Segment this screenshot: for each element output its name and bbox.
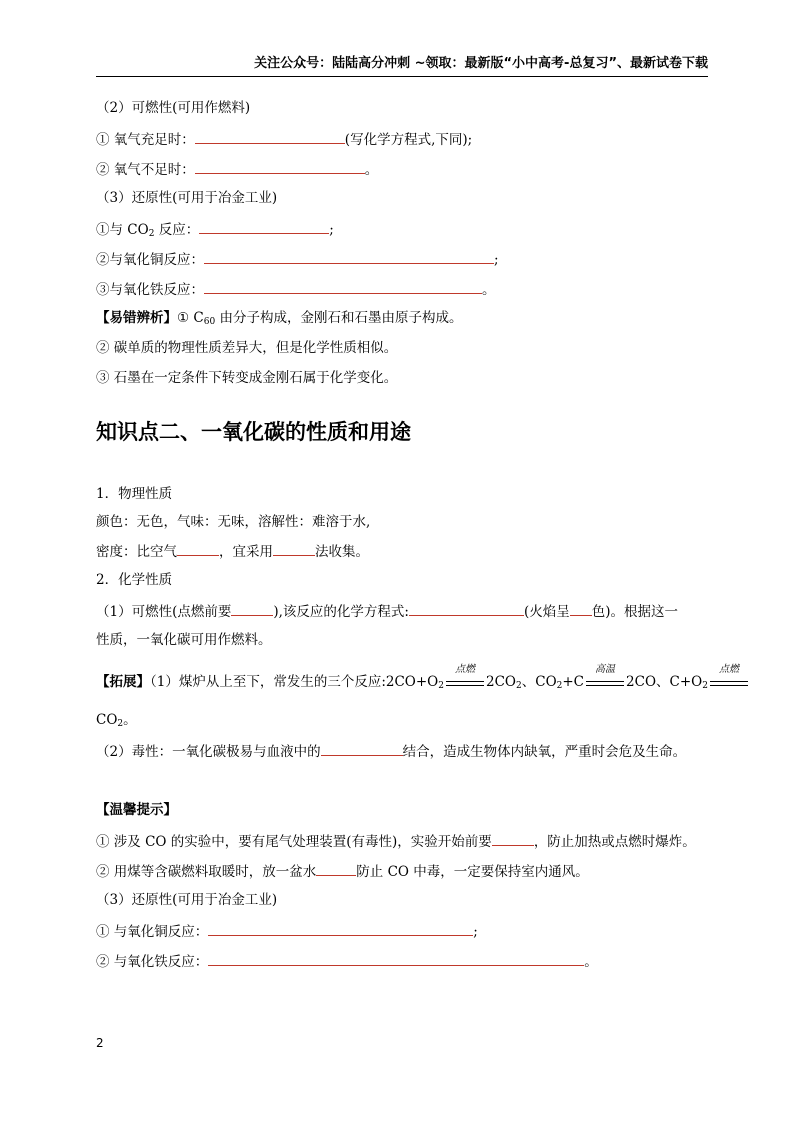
semicolon: ;	[494, 252, 499, 268]
equals-sign	[710, 681, 748, 686]
reducibility-heading-2: （3）还原性(可用于冶金工业)	[96, 892, 278, 908]
flammable-continuation: 性质，一氧化碳可用作燃料。	[96, 632, 272, 648]
equals-sign	[446, 681, 484, 686]
co2-reaction-blank[interactable]	[199, 218, 329, 234]
period: 。	[123, 712, 137, 728]
density-blank[interactable]	[177, 540, 219, 556]
chemical-heading: 2．化学性质	[96, 572, 173, 588]
tip-1-suffix: ，防止加热或点燃时爆炸。	[533, 834, 696, 850]
reaction-condition-arrow	[584, 664, 626, 692]
oxygen-insufficient-label: ② 氧气不足时：	[96, 162, 195, 178]
subscript: 2	[117, 719, 124, 729]
co-cuo-reaction-line	[96, 920, 716, 942]
flame-color-blank[interactable]	[570, 600, 592, 616]
reactant: 、CO	[521, 674, 557, 690]
flammable-line	[96, 600, 716, 622]
flammable-label: （1）可燃性(点燃前要	[96, 604, 232, 620]
co2-reaction-line	[96, 218, 716, 244]
reducibility-heading: （3）还原性(可用于冶金工业)	[96, 190, 278, 206]
period: 。	[584, 954, 598, 970]
page-number: 2	[96, 1036, 104, 1050]
oxygen-sufficient-line	[96, 128, 716, 150]
tips-heading	[96, 800, 716, 820]
condition-high-temp: 高温	[595, 664, 616, 675]
collection-label: ，宜采用	[219, 544, 273, 560]
period: 。	[364, 162, 379, 178]
tips-tag: 【温馨提示】	[96, 802, 177, 818]
toxicity-label: （2）毒性：一氧化碳极易与血液中的	[96, 744, 321, 760]
tip-2-text: ② 用煤等含碳燃料取暖时，放一盆水	[96, 864, 317, 880]
tip-2-line	[96, 860, 716, 882]
tip-1-line	[96, 830, 716, 852]
tip-1-text: ① 涉及 CO 的实验中，要有尾气处理装置(有毒性)，实验开始前要	[96, 834, 492, 850]
pitfall-tag: 【易错辨析】	[96, 310, 177, 326]
subscript: 2	[148, 229, 155, 239]
equals-sign	[586, 681, 624, 686]
co-fe2o3-reaction-line	[96, 950, 716, 972]
fe2o3-label: ② 与氧化铁反应：	[96, 954, 209, 970]
subscript: 2	[438, 681, 444, 691]
fe2o3-label: ③与氧化铁反应：	[96, 282, 204, 298]
subscript: 2	[702, 681, 708, 691]
density-line	[96, 540, 716, 562]
product: 2CO	[486, 674, 516, 690]
condition-ignite: 点燃	[455, 664, 475, 675]
co2-label: ①与 CO	[96, 222, 149, 238]
pitfall-1-text: ① C	[177, 310, 204, 326]
cuo-reaction-blank[interactable]	[204, 248, 494, 264]
oxygen-insufficient-line	[96, 158, 716, 180]
oxygen-sufficient-blank[interactable]	[195, 128, 345, 144]
toxicity-blank[interactable]	[321, 740, 403, 756]
cuo-reaction-line	[96, 248, 716, 270]
cuo-label: ① 与氧化铜反应：	[96, 924, 209, 940]
pre-ignition-blank[interactable]	[231, 600, 273, 616]
pitfall-line-3: ③ 石墨在一定条件下转变成金刚石属于化学变化。	[96, 370, 398, 386]
oxygen-insufficient-blank[interactable]	[195, 158, 365, 174]
oxygen-sufficient-label: ① 氧气充足时：	[96, 132, 195, 148]
tip-1-blank[interactable]	[492, 830, 534, 846]
reaction-condition-arrow	[444, 664, 486, 692]
pitfall-line-2: ② 碳单质的物理性质差异大，但是化学性质相似。	[96, 340, 398, 356]
collection-suffix: 法收集。	[315, 544, 369, 560]
semicolon: ;	[473, 924, 478, 940]
subscript: 60	[203, 317, 216, 327]
co-fe2o3-reaction-blank[interactable]	[208, 950, 584, 966]
physical-properties: 颜色：无色，气味：无味，溶解性：难溶于水,	[96, 514, 371, 530]
reaction-condition-arrow	[708, 664, 750, 692]
product: 2CO、C+O	[626, 674, 703, 690]
period: 。	[482, 282, 496, 298]
page-header: 关注公众号：陆陆高分冲刺 ~领取：最新版“小中高考-总复习”、最新试卷下载	[254, 56, 708, 71]
density-label: 密度：比空气	[96, 544, 177, 560]
co2-label-b: 反应：	[154, 222, 200, 238]
section-title: 知识点二、一氧化碳的性质和用途	[96, 420, 411, 444]
toxicity-suffix: 结合，造成生物体内缺氧，严重时会危及生命。	[402, 744, 687, 760]
condition-ignite: 点燃	[718, 664, 739, 675]
equation-label: ),该反应的化学方程式:	[273, 604, 409, 620]
tip-2-suffix: 防止 CO 中毒，一定要保持室内通风。	[356, 864, 589, 880]
header-divider	[96, 76, 708, 77]
co-combustion-equation-blank[interactable]	[409, 600, 524, 616]
product: CO	[96, 712, 118, 728]
pitfall-1-rest: 由分子构成，金刚石和石墨由原子构成。	[215, 310, 463, 326]
cuo-label: ②与氧化铜反应：	[96, 252, 204, 268]
extension-text: （1）煤炉从上至下，常发生的三个反应:2CO+O	[150, 674, 439, 690]
extension-tag: 【拓展】	[96, 674, 150, 690]
tip-2-blank[interactable]	[316, 860, 356, 876]
extension-line	[96, 664, 739, 696]
fe2o3-reaction-blank[interactable]	[204, 278, 482, 294]
flame-label: (火焰呈	[523, 604, 570, 620]
reactant: +C	[562, 674, 585, 690]
collection-blank[interactable]	[273, 540, 315, 556]
subscript: 2	[516, 681, 522, 691]
fe2o3-reaction-line	[96, 278, 716, 300]
flammable-suffix: 色)。根据这一	[591, 604, 679, 620]
subscript: 2	[556, 681, 563, 691]
co-cuo-reaction-blank[interactable]	[208, 920, 473, 936]
toxicity-line	[96, 740, 716, 762]
pitfall-line-1	[96, 308, 716, 332]
semicolon: ;	[329, 222, 334, 238]
flammability-heading: （2）可燃性(可用作燃料)	[96, 100, 251, 116]
extension-continuation	[96, 710, 716, 734]
oxygen-sufficient-note: (写化学方程式,下同);	[344, 132, 473, 148]
physical-heading: 1．物理性质	[96, 486, 173, 502]
